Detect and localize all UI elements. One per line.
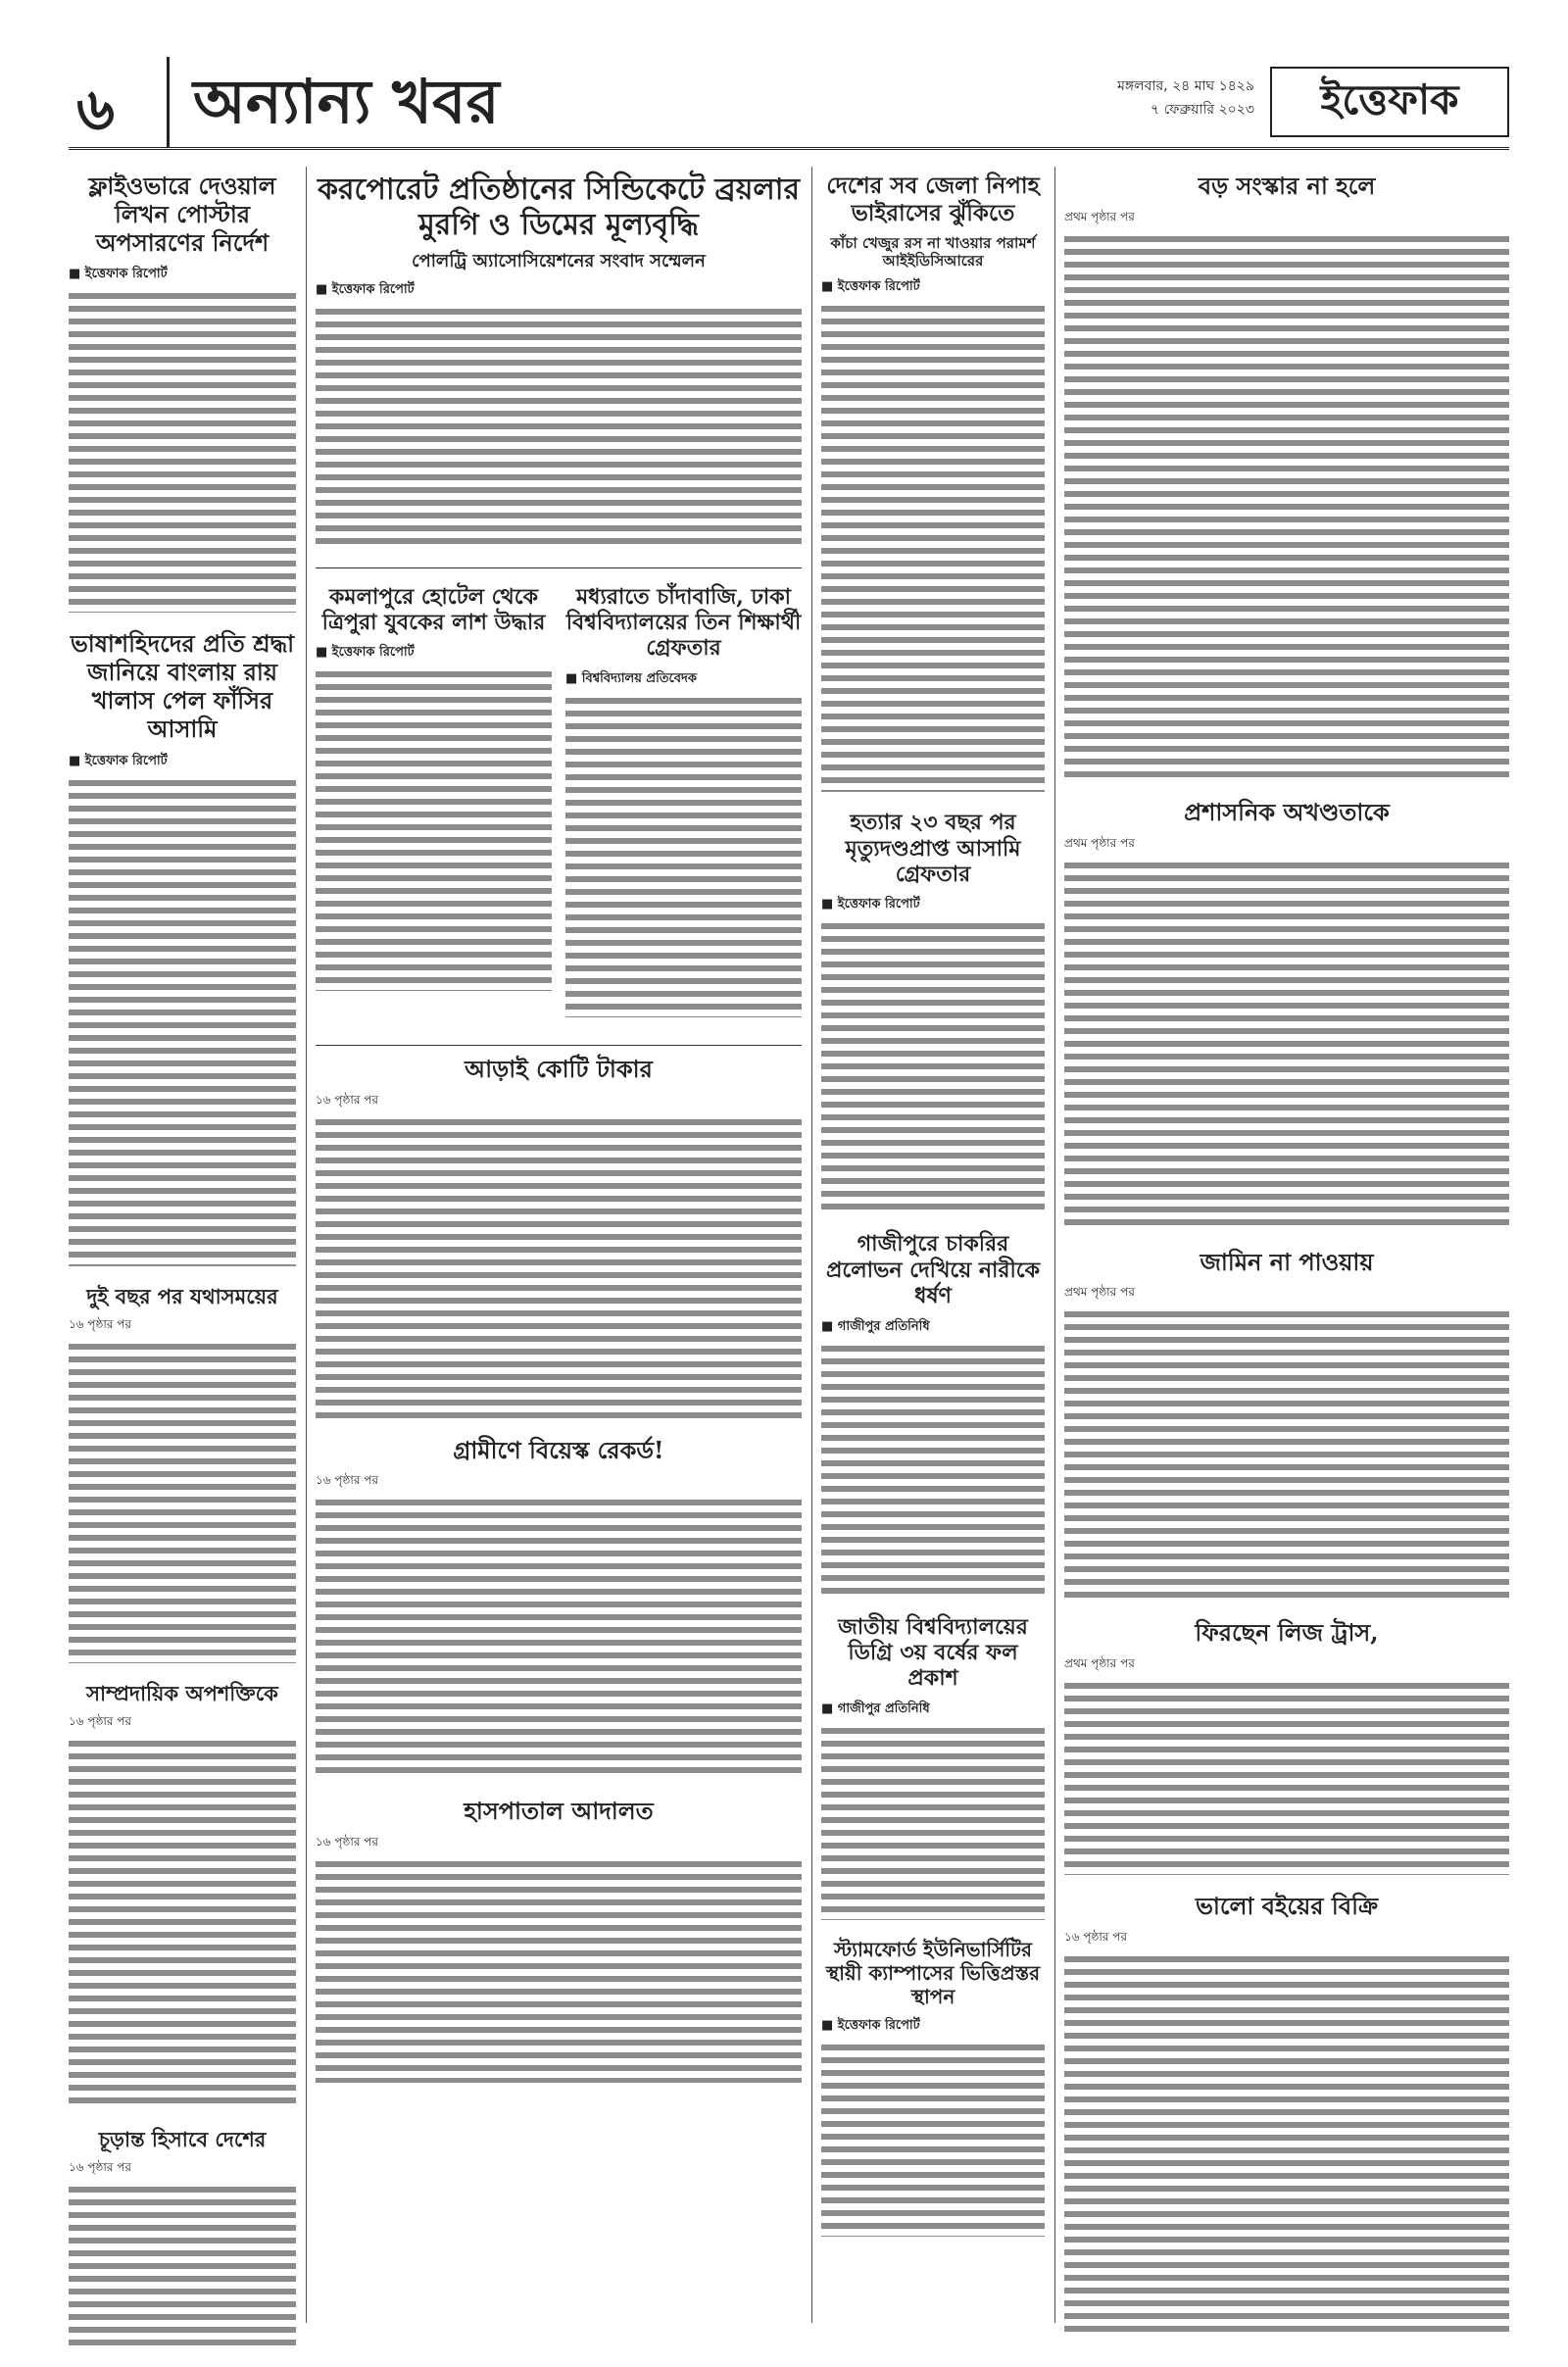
byline: ■ ইত্তেফাক রিপোর্ট [316,645,415,661]
continued-from: ১৬ পৃষ্ঠার পর [69,1316,132,1331]
continued-from: প্রথম পৃষ্ঠার পর [1064,1285,1135,1300]
headline: মধ্যরাতে চাঁদাবাজি, ঢাকা বিশ্ববিদ্যালয়ের তিন শিক্ষার্থী গ্রেফতার [565,583,802,662]
continued-from: ১৬ পৃষ্ঠার পর [1064,1929,1128,1944]
story-bhalo-boi [1064,1893,1509,2335]
body-text [316,305,802,550]
column-left [69,167,296,2367]
byline: ■ ইত্তেফাক রিপোর্ট [821,897,920,912]
rule [316,567,802,568]
body-text [1064,1307,1509,1602]
byline: ■ গাজীপুর প্রতিনিধি [821,1701,930,1716]
column-center [316,167,802,2100]
headline: ভালো বইয়ের বিক্রি [1195,1892,1379,1921]
subheadline: কাঁচা খেজুর রস না খাওয়ার পরামর্শ আইইডিসিআরের [830,234,1036,271]
rule [316,1045,802,1046]
newspaper-logo: ইত্তেফাক [1270,67,1509,137]
story-churanto [69,2127,296,2349]
section-title: অন্যান্য খবর [167,57,500,147]
body-text [316,667,552,991]
headline: হত্যার ২৩ বছর পর মৃত্যুদণ্ডপ্রাপ্ত আসামি গ্রেফতার [845,810,1021,887]
byline: ■ গাজীপুর প্রতিনিধি [821,1318,930,1334]
body-text [1064,1679,1509,1875]
headline: গাজীপুরে চাকরির প্রলোভন দেখিয়ে নারীকে ধর্ষণ [825,1231,1041,1309]
story-jamin [1064,1249,1509,1603]
headline: আড়াই কোটি টাকার [465,1054,653,1083]
headline: বড় সংস্কার না হলে [1198,172,1376,200]
body-text [69,289,296,613]
body-text [316,1857,802,2083]
headline: ফিরছেন লিজ ট্রাস, [1195,1618,1379,1648]
body-text [69,1340,296,1663]
body-text [1064,1952,1509,2335]
dateline [1117,74,1254,122]
continued-from: প্রথম পৃষ্ঠার পর [1064,1656,1135,1671]
story-kamlapur [316,578,552,1017]
subheadline: পোলট্রি অ্যাসোসিয়েশনের সংবাদ সম্মেলন [412,251,706,271]
column-divider [306,167,307,2323]
story-madhyarat [565,578,802,1017]
date-bangla: মঙ্গলবার, ২৪ মাঘ ১৪২৯ [1117,78,1254,94]
body-text [821,1342,1045,1597]
story-gramin [316,1437,802,1781]
story-hatya [821,810,1045,1213]
column-right [1064,167,1509,2352]
body-text [565,694,802,1017]
headline: দুই বছর পর যথাসময়ের [86,1283,278,1308]
byline: ■ ইত্তেফাক রিপোর্ট [69,753,168,768]
continued-from: ১৬ পৃষ্ঠার পর [316,1473,379,1488]
story-nipah [821,173,1045,792]
byline: ■ ইত্তেফাক রিপোর্ট [316,281,415,297]
body-text [69,776,296,1266]
byline: ■ ইত্তেফাক রিপোর্ট [821,2017,920,2033]
body-text [69,1737,296,2109]
headline: হাসপাতাল আদালত [464,1797,654,1826]
story-liz [1064,1619,1509,1875]
two-story-row [316,578,802,1035]
continued-from: প্রথম পৃষ্ঠার পর [1064,835,1135,850]
story-sampradayik [69,1681,296,2109]
date-english: ৭ ফেব্রুয়ারি ২০২৩ [1151,102,1254,118]
column-center-right [821,167,1045,2254]
body-text [316,1115,802,1419]
headline: চূড়ান্ত হিসাবে দেশের [98,2126,267,2151]
continued-from: ১৬ পৃষ্ঠার পর [69,1713,132,1728]
headline: দেশের সব জেলা নিপাহ ভাইরাসের ঝুঁকিতে [826,173,1040,226]
headline: প্রশাসনিক অখণ্ডতাকে [1184,797,1390,826]
story-haspatal [316,1798,802,2083]
body-text [1064,859,1509,1231]
headline: কমলাপুরে হোটেল থেকে ত্রিপুরা যুবকের লাশ উদ্ধার [321,583,546,635]
byline: ■ ইত্তেফাক রিপোর্ট [69,267,168,282]
headline: ফ্লাইওভারে দেওয়াল লিখন পোস্টার অপসারণের নির্দেশ [88,172,276,257]
body-text [821,919,1045,1213]
story-prosasonik [1064,799,1509,1231]
column-divider [1054,167,1055,2323]
masthead [69,57,1509,150]
headline: করপোরেট প্রতিষ্ঠানের সিন্ডিকেটে ব্রয়লার মুরগি ও ডিমের মূল্যবৃদ্ধি [318,173,800,242]
byline: ■ ইত্তেফাক রিপোর্ট [821,279,920,295]
byline: ■ বিশ্ববিদ্যালয় প্রতিবেদক [565,670,697,686]
headline: স্ট্যামফোর্ড ইউনিভার্সিটির স্থায়ী ক্যাম্পাসের ভিত্তিপ্রস্তর স্থাপন [825,1937,1041,2008]
story-stamford [821,1938,1045,2237]
story-boro [1064,173,1509,781]
continued-from: প্রথম পৃষ্ঠার পর [1064,209,1135,223]
headline: জাতীয় বিশ্ববিদ্যালয়ের ডিগ্রি ৩য় বর্ষের ফল প্রকাশ [838,1613,1028,1692]
headline: সাম্প্রদায়িক অপশক্তিকে [86,1680,278,1705]
continued-from: ১৬ পৃষ্ঠার পর [316,1092,379,1107]
body-text [69,2183,296,2349]
story-corporate [316,173,802,550]
body-text [821,2041,1045,2237]
story-bhasha [69,630,296,1265]
continued-from: ১৬ পৃষ্ঠার পর [316,1835,379,1849]
story-dui-bochor [69,1284,296,1663]
story-arai [316,1056,802,1419]
headline: ভাষাশহিদদের প্রতি শ্রদ্ধা জানিয়ে বাংলায় রায় খালাস পেল ফাঁসির আসামি [70,629,295,743]
body-text [316,1496,802,1780]
story-gazipur [821,1231,1045,1596]
body-text [1064,232,1509,781]
headline: জামিন না পাওয়ায় [1200,1247,1374,1276]
headline: গ্রামীণে বিয়েস্ক রেকর্ড! [453,1435,664,1464]
body-text [821,302,1045,792]
story-jatiya [821,1614,1045,1920]
story-flyover [69,173,296,613]
page-number: ৬ [76,75,116,144]
column-divider [811,167,812,2323]
body-text [821,1724,1045,1920]
continued-from: ১৬ পৃষ্ঠার পর [69,2160,132,2175]
